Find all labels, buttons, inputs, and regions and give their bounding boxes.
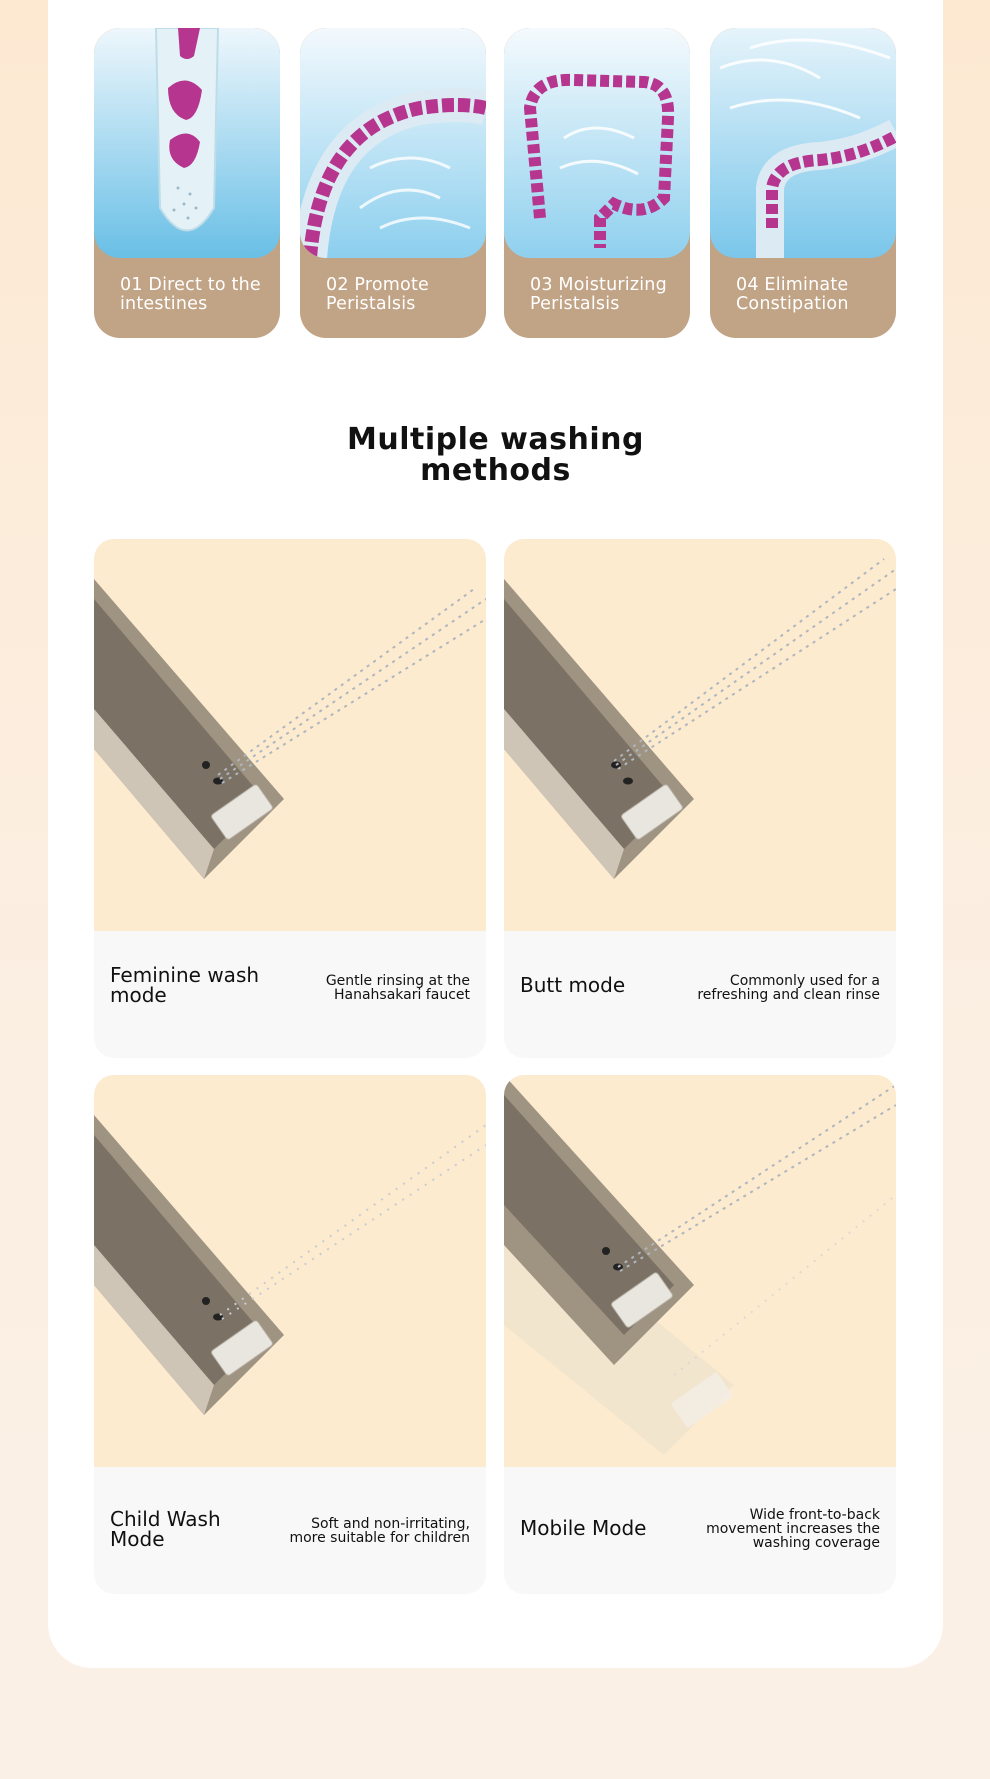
mode-name-butt: Butt mode (520, 973, 626, 997)
benefit-image-promote (300, 28, 486, 258)
benefit-image-direct (94, 28, 280, 258)
mode-card-child (94, 1075, 486, 1594)
mode-desc-child: Soft and non-irritating, more suitable for children (289, 1516, 470, 1546)
benefit-label-eliminate: 04 Eliminate Constipation (736, 275, 849, 314)
benefit-image-eliminate (710, 28, 896, 258)
mode-card-feminine (94, 539, 486, 1058)
mode-card-butt (504, 539, 896, 1058)
benefit-card-promote (300, 28, 486, 338)
benefit-card-moisturizing (504, 28, 690, 338)
nozzle-image-mobile (504, 1075, 896, 1467)
mode-desc-mobile: Wide front-to-back movement increases the washing coverage (706, 1507, 880, 1551)
nozzle-image-butt (504, 539, 896, 931)
mode-desc-feminine: Gentle rinsing at the Hanahsakari faucet (325, 973, 470, 1003)
nozzle-image-child (94, 1075, 486, 1467)
mode-card-mobile (504, 1075, 896, 1594)
mode-name-mobile: Mobile Mode (520, 1516, 647, 1540)
benefit-card-eliminate (710, 28, 896, 338)
content-panel (48, 0, 943, 1668)
mode-name-child: Child Wash Mode (110, 1507, 221, 1551)
benefit-image-moisturizing (504, 28, 690, 258)
benefit-label-moisturizing: 03 Moisturizing Peristalsis (530, 275, 667, 314)
benefit-label-promote: 02 Promote Peristalsis (326, 275, 429, 314)
nozzle-image-feminine (94, 539, 486, 931)
section-title: Multiple washing methods (347, 422, 644, 488)
benefit-label-direct: 01 Direct to the intestines (120, 275, 261, 314)
benefit-card-direct (94, 28, 280, 338)
mode-desc-butt: Commonly used for a refreshing and clean rinse (697, 973, 880, 1003)
mode-name-feminine: Feminine wash mode (110, 963, 260, 1007)
